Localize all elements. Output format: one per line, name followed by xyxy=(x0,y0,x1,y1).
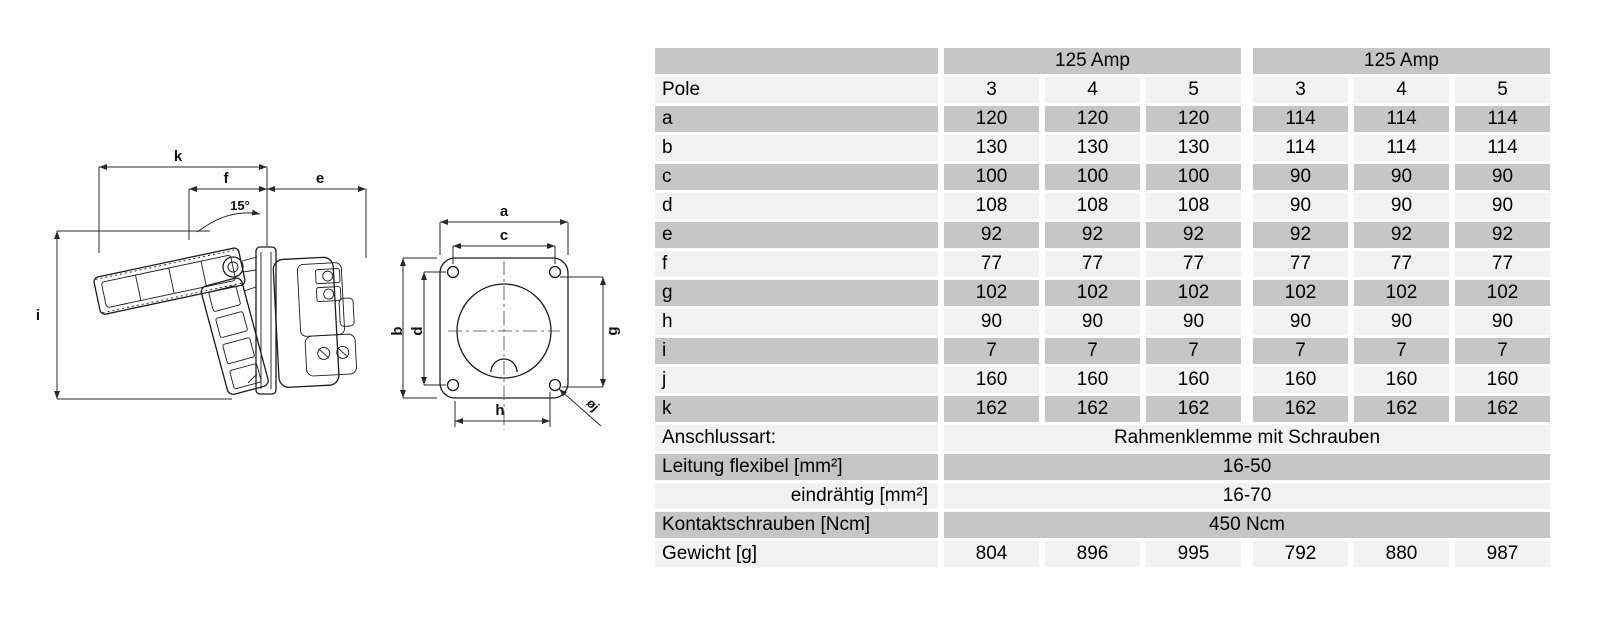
value-cell: 5 xyxy=(1455,77,1550,103)
row-label: e xyxy=(655,222,938,248)
row-label: g xyxy=(655,280,938,306)
row-label: eindrähtig [mm²] xyxy=(655,483,938,509)
value-cell: 77 xyxy=(944,251,1039,277)
value-cell: 90 xyxy=(1455,193,1550,219)
value-cell: 77 xyxy=(1045,251,1140,277)
value-cell: 90 xyxy=(1455,164,1550,190)
value-cell: 160 xyxy=(1455,367,1550,393)
dim-label-e: e xyxy=(315,170,325,187)
dim-label-k: k xyxy=(173,148,183,165)
row-label: Leitung flexibel [mm²] xyxy=(655,454,938,480)
value-cell: 114 xyxy=(1253,135,1348,161)
value-cell: 100 xyxy=(1146,164,1241,190)
value-cell: 92 xyxy=(1354,222,1449,248)
value-cell: 4 xyxy=(1354,77,1449,103)
value-cell: 114 xyxy=(1455,135,1550,161)
value-cell: 160 xyxy=(1354,367,1449,393)
table-row xyxy=(655,251,1550,277)
row-label: d xyxy=(655,193,938,219)
table-row xyxy=(655,367,1550,393)
table-row xyxy=(655,135,1550,161)
value-cell: 77 xyxy=(1253,251,1348,277)
value-cell: 100 xyxy=(944,164,1039,190)
value-cell: 102 xyxy=(944,280,1039,306)
value-cell: 92 xyxy=(1455,222,1550,248)
value-cell: 804 xyxy=(944,541,1039,567)
value-cell: 120 xyxy=(944,106,1039,132)
value-cell: 92 xyxy=(1045,222,1140,248)
value-cell: 108 xyxy=(944,193,1039,219)
value-cell: 77 xyxy=(1455,251,1550,277)
spec-table xyxy=(655,48,1550,570)
group-header-1: 125 Amp xyxy=(944,48,1241,74)
angle-label: 15° xyxy=(230,198,250,213)
value-cell: 100 xyxy=(1045,164,1140,190)
value-cell: 160 xyxy=(1045,367,1140,393)
row-label: k xyxy=(655,396,938,422)
value-cell: 995 xyxy=(1146,541,1241,567)
value-cell: 114 xyxy=(1354,135,1449,161)
dim-label-f: f xyxy=(223,170,229,187)
value-cell: 102 xyxy=(1253,280,1348,306)
dim-label-d: d xyxy=(409,326,426,336)
value-cell: 90 xyxy=(1253,193,1348,219)
value-cell: 120 xyxy=(1045,106,1140,132)
value-cell: 7 xyxy=(1455,338,1550,364)
value-cell: 3 xyxy=(944,77,1039,103)
value-cell: 120 xyxy=(1146,106,1241,132)
value-cell: 114 xyxy=(1455,106,1550,132)
value-cell: 108 xyxy=(1146,193,1241,219)
merged-value-cell: Rahmenklemme mit Schrauben xyxy=(944,425,1550,451)
value-cell: 7 xyxy=(1354,338,1449,364)
value-cell: 162 xyxy=(1146,396,1241,422)
value-cell: 102 xyxy=(1354,280,1449,306)
side-view-drawing xyxy=(36,148,366,399)
table-row xyxy=(655,454,1550,480)
value-cell: 90 xyxy=(1354,309,1449,335)
row-label: c xyxy=(655,164,938,190)
value-cell: 162 xyxy=(1354,396,1449,422)
dim-label-b: b xyxy=(389,326,406,336)
table-row xyxy=(655,396,1550,422)
value-cell: 77 xyxy=(1146,251,1241,277)
value-cell: 90 xyxy=(1354,193,1449,219)
value-cell: 130 xyxy=(1045,135,1140,161)
value-cell: 114 xyxy=(1253,106,1348,132)
value-cell: 162 xyxy=(944,396,1039,422)
dim-label-h: h xyxy=(495,402,505,419)
value-cell: 7 xyxy=(1045,338,1140,364)
table-row xyxy=(655,309,1550,335)
table-row xyxy=(655,512,1550,538)
table-row xyxy=(655,193,1550,219)
value-cell: 7 xyxy=(1253,338,1348,364)
row-label: b xyxy=(655,135,938,161)
dim-label-a: a xyxy=(499,203,509,220)
value-cell: 880 xyxy=(1354,541,1449,567)
value-cell: 92 xyxy=(1146,222,1241,248)
value-cell: 160 xyxy=(1253,367,1348,393)
table-corner-cell xyxy=(655,48,938,74)
value-cell: 90 xyxy=(1253,309,1348,335)
merged-value-cell: 450 Ncm xyxy=(944,512,1550,538)
row-label: j xyxy=(655,367,938,393)
value-cell: 114 xyxy=(1354,106,1449,132)
table-row xyxy=(655,338,1550,364)
row-label: f xyxy=(655,251,938,277)
table-header-row xyxy=(655,48,1550,74)
value-cell: 3 xyxy=(1253,77,1348,103)
value-cell: 90 xyxy=(944,309,1039,335)
value-cell: 102 xyxy=(1146,280,1241,306)
front-view-drawing xyxy=(389,203,621,430)
technical-drawing xyxy=(0,0,660,619)
value-cell: 102 xyxy=(1455,280,1550,306)
value-cell: 130 xyxy=(944,135,1039,161)
value-cell: 90 xyxy=(1253,164,1348,190)
value-cell: 162 xyxy=(1045,396,1140,422)
group-header-2: 125 Amp xyxy=(1253,48,1550,74)
merged-value-cell: 16-50 xyxy=(944,454,1550,480)
table-row xyxy=(655,222,1550,248)
dim-label-i: i xyxy=(35,307,41,324)
value-cell: 162 xyxy=(1253,396,1348,422)
merged-value-cell: 16-70 xyxy=(944,483,1550,509)
row-label: Pole xyxy=(655,77,938,103)
value-cell: 92 xyxy=(944,222,1039,248)
value-cell: 7 xyxy=(1146,338,1241,364)
value-cell: 90 xyxy=(1455,309,1550,335)
table-row xyxy=(655,77,1550,103)
value-cell: 108 xyxy=(1045,193,1140,219)
value-cell: 160 xyxy=(1146,367,1241,393)
value-cell: 792 xyxy=(1253,541,1348,567)
value-cell: 130 xyxy=(1146,135,1241,161)
table-row xyxy=(655,425,1550,451)
value-cell: 90 xyxy=(1045,309,1140,335)
value-cell: 90 xyxy=(1146,309,1241,335)
row-label: a xyxy=(655,106,938,132)
table-row xyxy=(655,164,1550,190)
row-label: Anschlussart: xyxy=(655,425,938,451)
value-cell: 987 xyxy=(1455,541,1550,567)
row-label: i xyxy=(655,338,938,364)
table-row xyxy=(655,280,1550,306)
value-cell: 92 xyxy=(1253,222,1348,248)
value-cell: 160 xyxy=(944,367,1039,393)
value-cell: 7 xyxy=(944,338,1039,364)
dim-label-c: c xyxy=(499,227,509,244)
table-row xyxy=(655,483,1550,509)
value-cell: 162 xyxy=(1455,396,1550,422)
hole-diameter-label: øj xyxy=(583,395,603,415)
table-row xyxy=(655,541,1550,567)
value-cell: 4 xyxy=(1045,77,1140,103)
row-label: Kontaktschrauben [Ncm] xyxy=(655,512,938,538)
row-label: Gewicht [g] xyxy=(655,541,938,567)
value-cell: 896 xyxy=(1045,541,1140,567)
value-cell: 77 xyxy=(1354,251,1449,277)
dim-label-g: g xyxy=(604,326,621,336)
table-row xyxy=(655,106,1550,132)
row-label: h xyxy=(655,309,938,335)
value-cell: 5 xyxy=(1146,77,1241,103)
value-cell: 90 xyxy=(1354,164,1449,190)
value-cell: 102 xyxy=(1045,280,1140,306)
